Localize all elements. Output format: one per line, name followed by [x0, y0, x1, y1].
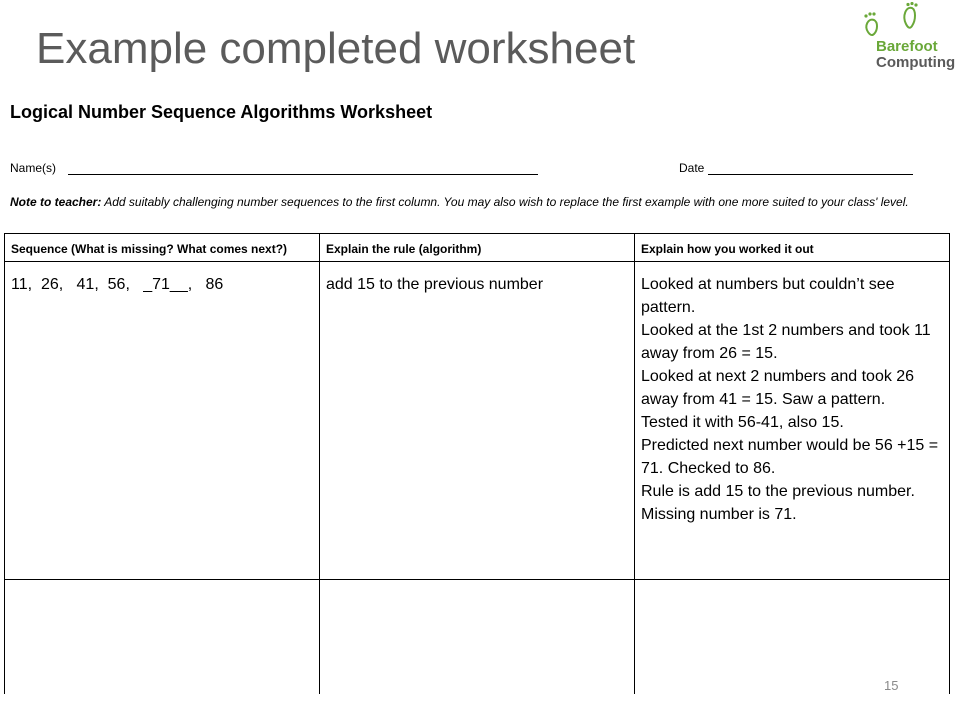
table-header-row	[5, 234, 950, 262]
worksheet-table	[4, 233, 950, 694]
sequence-text: 11, 26, 41, 56, _71__, 86	[11, 276, 224, 293]
table-row	[5, 262, 950, 580]
teacher-note	[10, 194, 945, 210]
working-step: Looked at numbers but couldn’t see pattern.	[641, 276, 895, 316]
working-step: Looked at next 2 numbers and took 26 away from 41 = 15. Saw a pattern.	[641, 368, 915, 408]
working-step: Looked at the 1st 2 numbers and took 11 away from 26 = 15.	[641, 322, 931, 362]
name-label: Name(s)	[10, 161, 57, 175]
date-field[interactable]	[708, 174, 913, 175]
page-number: 15	[884, 678, 899, 693]
working-cell[interactable]	[635, 262, 950, 580]
table-row	[5, 580, 950, 694]
rule-cell[interactable]	[320, 580, 635, 694]
name-field[interactable]	[68, 174, 538, 175]
logo-text-barefoot: Barefoot	[876, 38, 938, 55]
footprints-icon	[862, 2, 922, 42]
column-header-sequence: Sequence (What is missing? What comes next?)	[5, 234, 320, 262]
name-date-row	[10, 161, 940, 177]
column-header-rule: Explain the rule (algorithm)	[320, 234, 635, 262]
logo-text-computing: Computing	[876, 54, 956, 71]
note-text: Add suitably challenging number sequences to the first column. You may also wish to replace the first example with one more suited to your class' level.	[101, 195, 909, 209]
sequence-cell[interactable]	[5, 262, 320, 580]
working-cell[interactable]	[635, 580, 950, 694]
column-header-working: Explain how you worked it out	[635, 234, 950, 262]
worksheet-title: Logical Number Sequence Algorithms Worksheet	[10, 102, 433, 122]
working-step: Tested it with 56-41, also 15.	[641, 414, 844, 431]
slide-title: Example completed worksheet	[36, 24, 636, 73]
date-label: Date	[679, 161, 705, 175]
working-step: Predicted next number would be 56 +15 = 71. Checked to 86.	[641, 437, 939, 477]
rule-cell[interactable]	[320, 262, 635, 580]
working-step: Rule is add 15 to the previous number. Missing number is 71.	[641, 483, 915, 523]
barefoot-computing-logo	[862, 2, 960, 72]
note-heading: Note to teacher:	[10, 195, 102, 209]
rule-text: add 15 to the previous number	[326, 276, 544, 293]
sequence-cell[interactable]	[5, 580, 320, 694]
